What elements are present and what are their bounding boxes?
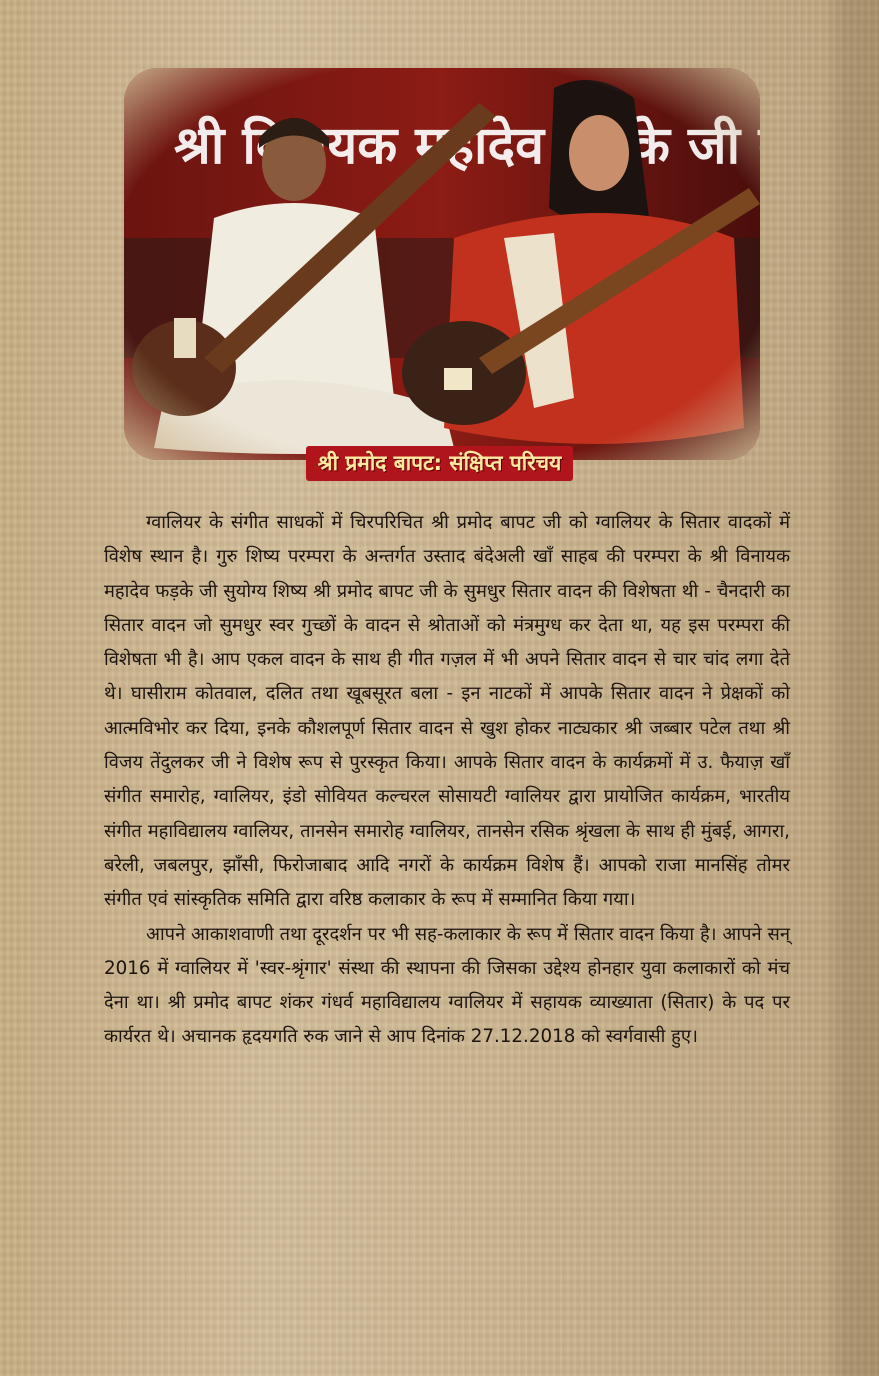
performance-photo	[124, 68, 760, 460]
paragraph-1: ग्वालियर के संगीत साधकों में चिरपरिचित श्री प्रमोद बापट जी को ग्वालियर के सितार वादकों में विशेष स्थान है। गुरु शिष्य परम्परा के अन्तर्गत उस्ताद बंदेअली खाँ साहब की परम्परा के श्री विनायक महादेव फड़के जी सुयोग्य शिष्य श्री प्रमोद बापट जी के सुमधुर सितार वादन की विशेषता थी - चैनदारी का सितार वादन जो सुमधुर स्वर गुच्छों के वादन से श्रोताओं को मंत्रमुग्ध कर देता था, यह इस परम्परा की विशेषता भी है। आप एकल वादन के साथ ही गीत गज़ल में भी अपने सितार वादन से चार चांद लगा देते थे। घासीराम कोतवाल, दलित तथा खूबसूरत बला - इन नाटकों में आपके सितार वादन ने प्रेक्षकों को आत्मविभोर कर दिया, इनके कौशलपूर्ण सितार वादन से खुश होकर नाट्यकार श्री जब्बार पटेल तथा श्री विजय तेंदुलकर जी ने विशेष रूप से पुरस्कृत किया। आपके सितार वादन के कार्यक्रमों में उ. फैयाज़ खाँ संगीत समारोह, ग्वालियर, इंडो सोवियत कल्चरल सोसायटी ग्वालियर द्वारा प्रायोजित कार्यक्रम, भारतीय संगीत महाविद्यालय ग्वालियर, तानसेन समारोह ग्वालियर, तानसेन रसिक श्रृंखला के साथ ही मुंबई, आगरा, बरेली, जबलपुर, झाँसी, फिरोजाबाद आदि नगरों के कार्यक्रम विशेष हैं। आपको राजा मानसिंह तोमर संगीत एवं सांस्कृतिक समिति द्वारा वरिष्ठ कलाकार के रूप में सम्मानित किया गया।	[104, 512, 790, 911]
section-heading	[0, 449, 879, 477]
page-spine-shadow	[823, 0, 879, 1376]
heading-title: श्री प्रमोद बापट: संक्षिप्त परिचय	[306, 446, 574, 481]
biography-text	[104, 506, 790, 1055]
paragraph-2: आपने आकाशवाणी तथा दूरदर्शन पर भी सह-कलाकार के रूप में सितार वादन किया है। आपने सन् 2016 में ग्वालियर में 'स्वर-श्रृंगार' संस्था की स्थापना की जिसका उद्देश्य होनहार युवा कलाकारों को मंच देना था। श्री प्रमोद बापट शंकर गंधर्व महाविद्यालय ग्वालियर में सहायक व्याख्याता (सितार) के पद पर कार्यरत थे। अचानक हृदयगति रुक जाने से आप दिनांक 27.12.2018 को स्वर्गवासी हुए।	[104, 923, 790, 1048]
